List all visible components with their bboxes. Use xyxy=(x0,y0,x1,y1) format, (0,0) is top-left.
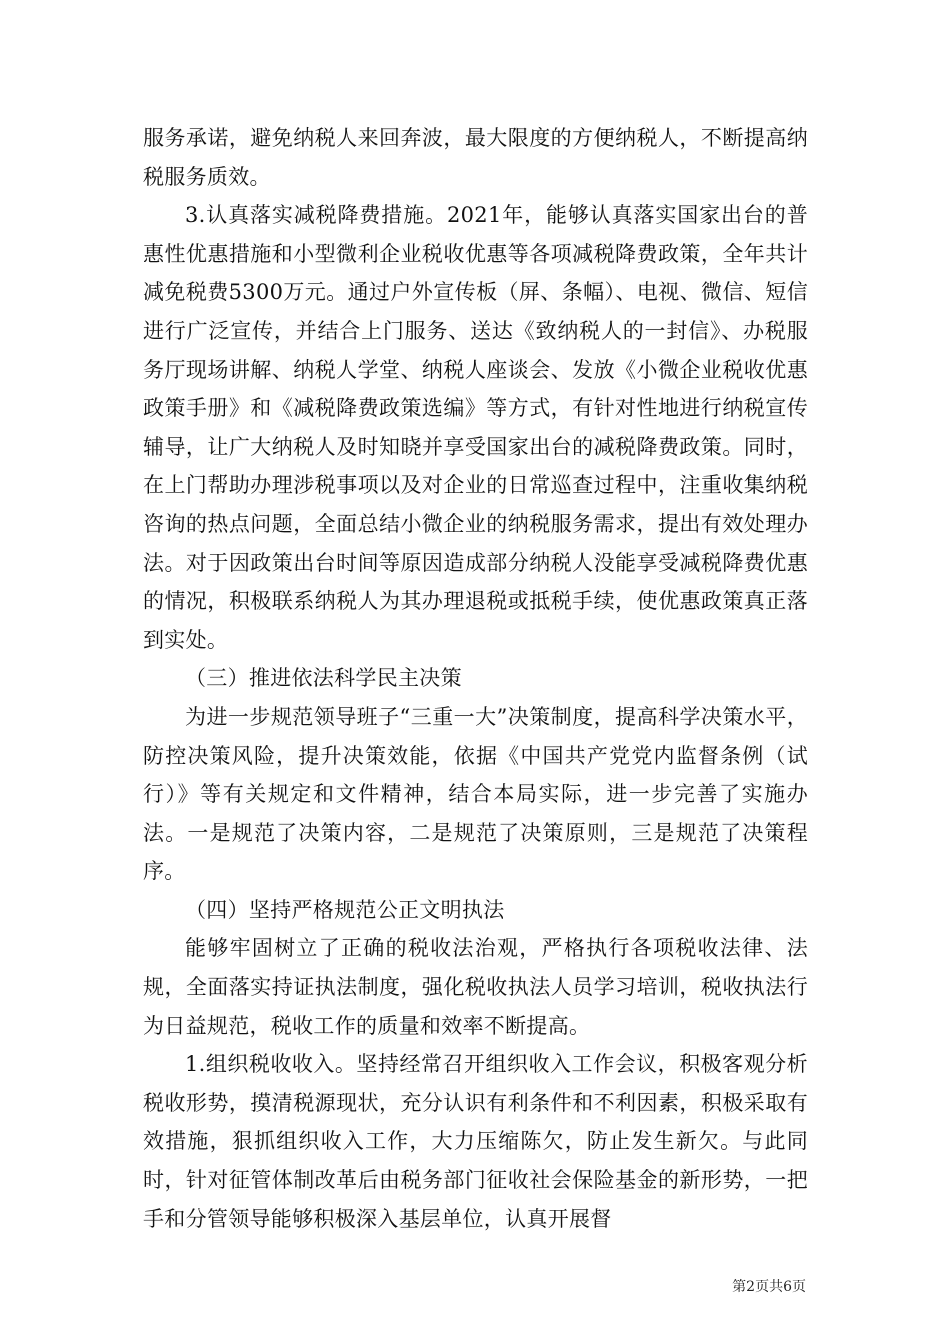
paragraph-tax-reduction: 3.认真落实减税降费措施。2021年，能够认真落实国家出台的普惠性优惠措施和小型微利企业税收优惠等各项减税降费政策，全年共计减免税费5300万元。通过户外宣传板（屏、条幅）、电视、微信、短信进行广泛宣传，并结合上门服务、送达《致纳税人的一封信》、办税服务厅现场讲解、纳税人学堂、纳税人座谈会、发放《小微企业税收优惠政策手册》和《减税降费政策选编》等方式，有针对性地进行纳税宣传辅导，让广大纳税人及时知晓并享受国家出台的减税降费政策。同时，在上门帮助办理涉税事项以及对企业的日常巡查过程中，注重收集纳税咨询的热点问题，全面总结小微企业的纳税服务需求，提出有效处理办法。对于因政策出台时间等原因造成部分纳税人没能享受减税降费优惠的情况，积极联系纳税人为其办理退税或抵税手续，使优惠政策真正落到实处。 xyxy=(143,203,808,652)
document-body xyxy=(143,119,808,1238)
paragraph-law-enforcement: 能够牢固树立了正确的税收法治观，严格执行各项税收法律、法规，全面落实持证执法制度，强化税收执法人员学习培训，税收执法行为日益规范，税收工作的质量和效率不断提高。 xyxy=(143,936,808,1038)
section-heading-decision-making: （三）推进依法科学民主决策 xyxy=(185,666,462,691)
paragraph-tax-revenue: 1.组织税收收入。坚持经常召开组织收入工作会议，积极客观分析税收形势，摸清税源现状，充分认识有利条件和不利因素，积极采取有效措施，狠抓组织收入工作，大力压缩陈欠，防止发生新欠。与此同时，针对征管体制改革后由税务部门征收社会保险基金的新形势，一把手和分管领导能够积极深入基层单位，认真开展督 xyxy=(143,1052,808,1231)
paragraph-continuation: 服务承诺，避免纳税人来回奔波，最大限度的方便纳税人，不断提高纳税服务质效。 xyxy=(143,126,808,189)
page-number-footer: 第2页共6页 xyxy=(732,1279,806,1295)
paragraph-decision-making: 为进一步规范领导班子“三重一大”决策制度，提高科学决策水平，防控决策风险，提升决策效能，依据《中国共产党党内监督条例（试行）》等有关规定和文件精神，结合本局实际，进一步完善了实施办法。一是规范了决策内容，二是规范了决策原则，三是规范了决策程序。 xyxy=(143,704,808,884)
section-heading-law-enforcement: （四）坚持严格规范公正文明执法 xyxy=(185,897,505,922)
